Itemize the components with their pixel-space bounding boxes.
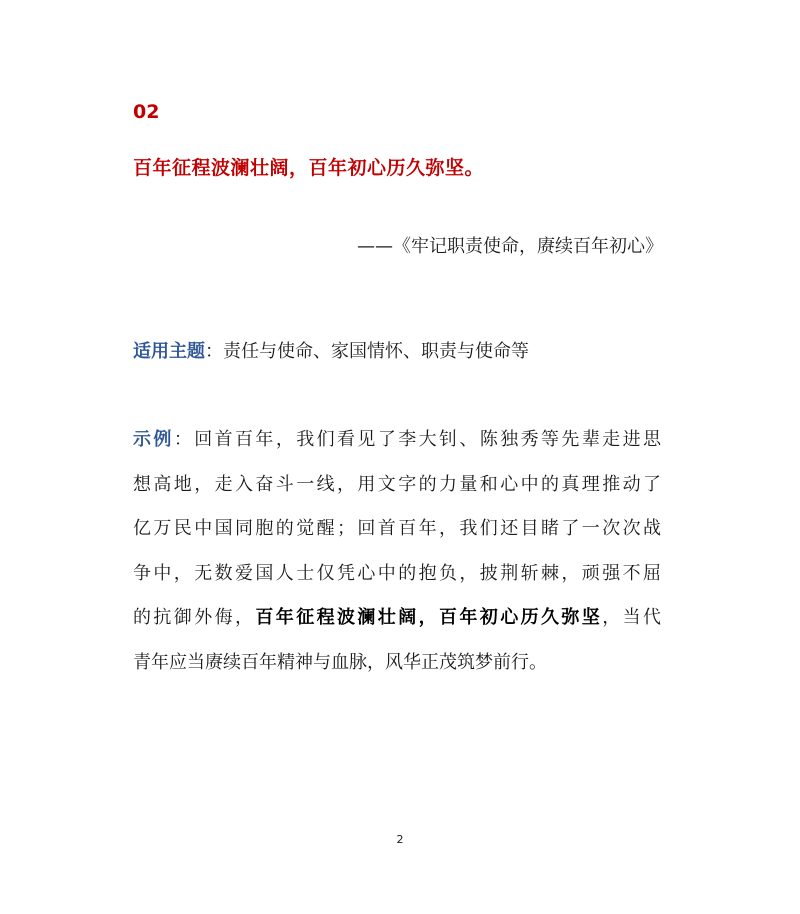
example-separator: ： [173,429,195,450]
quote-attribution: ——《牢记职责使命，赓续百年初心》 [357,236,663,257]
applicable-topics [133,337,529,363]
emphasized-quote: 百年征程波澜壮阔，百年初心历久弥坚 [255,607,603,628]
example-line: 争中，无数爱国人士仅凭心中的抱负，披荆斩棘，顽强不屈 [133,562,661,584]
example-line [133,596,661,641]
example-line: 想高地，走入奋斗一线，用文字的力量和心中的真理推动了 [133,473,661,495]
example-line-text: 的抗御外侮， [133,607,256,628]
example-line: 青年应当赓续百年精神与血脉，风华正茂筑梦前行。 [133,651,547,673]
page-number: 2 [396,833,404,846]
topics-separator: ： [205,341,223,362]
section-number: 02 [133,101,160,123]
topics-text: 责任与使命、家国情怀、职责与使命等 [223,341,529,362]
example-label: 示例 [133,429,174,450]
example-line [133,418,661,463]
example-line: 亿万民中国同胞的觉醒；回首百年，我们还目睹了一次次战 [133,518,661,539]
example-paragraph [133,418,661,685]
example-line-text: 回首百年，我们看见了李大钊、陈独秀等先辈走进思 [194,429,662,450]
example-line-text: ，当代 [602,607,662,628]
quote-headline: 百年征程波澜壮阔，百年初心历久弥坚。 [133,157,485,179]
topics-label: 适用主题 [133,341,205,362]
